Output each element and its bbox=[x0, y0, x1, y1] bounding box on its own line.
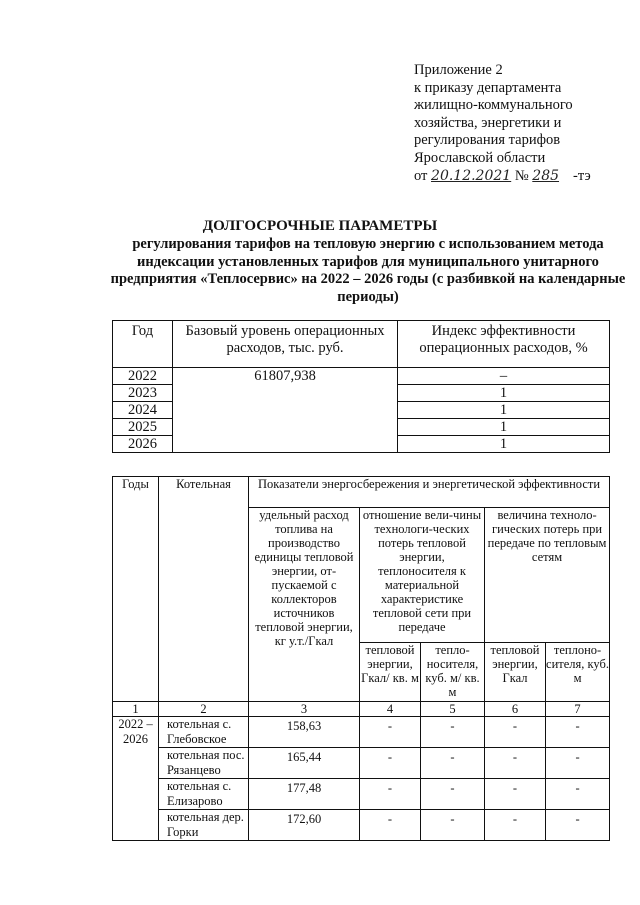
index-cell: 1 bbox=[398, 385, 610, 402]
header-loss-value: величина техноло-гических потерь при передаче по тепловым сетям bbox=[485, 508, 610, 643]
value-cell: - bbox=[421, 810, 485, 841]
boiler-name: котельная дер. Горки bbox=[159, 810, 249, 841]
appendix-line: Ярославской области bbox=[414, 149, 546, 166]
appendix-line: Приложение 2 bbox=[414, 62, 503, 78]
value-cell: - bbox=[421, 717, 485, 748]
value-cell: - bbox=[546, 779, 610, 810]
year-cell: 2025 bbox=[113, 419, 173, 436]
index-cell: 1 bbox=[398, 402, 610, 419]
value-cell: - bbox=[421, 748, 485, 779]
appendix-line: к приказу департамента bbox=[414, 79, 562, 96]
header-specific-fuel: удельный расход топлива на производство единицы тепловой энергии, от-пускаемой с коллекторов источников тепловой энергии, кг у.т./Гкал bbox=[249, 508, 360, 702]
header-loss-heat: тепловой энергии, Гкал bbox=[485, 643, 546, 702]
appendix-line: регулирования тарифов bbox=[414, 132, 561, 149]
value-cell: - bbox=[546, 748, 610, 779]
table-row bbox=[113, 717, 610, 748]
header-loss-ratio: отношение вели-чины технологи-ческих потерь тепловой энергии, теплоносителя к материальной характеристике тепловой сети при передаче bbox=[360, 508, 485, 643]
value-cell: - bbox=[546, 810, 610, 841]
column-number: 2 bbox=[159, 702, 249, 717]
fuel-value: 177,48 bbox=[249, 779, 360, 810]
year-cell: 2022 bbox=[113, 368, 173, 385]
order-suffix: -тэ bbox=[573, 167, 591, 184]
operating-expenses-table bbox=[112, 320, 610, 453]
value-cell: - bbox=[360, 717, 421, 748]
column-number: 3 bbox=[249, 702, 360, 717]
value-cell: - bbox=[360, 810, 421, 841]
document-title: ДОЛГОСРОЧНЫЕ ПАРАМЕТРЫ bbox=[202, 218, 438, 234]
column-number: 7 bbox=[546, 702, 610, 717]
order-date: 20.12.2021 bbox=[431, 167, 512, 184]
fuel-value: 165,44 bbox=[249, 748, 360, 779]
order-number: 285 bbox=[532, 167, 560, 184]
appendix-block bbox=[414, 62, 624, 185]
column-number-row bbox=[113, 702, 610, 717]
index-cell: – bbox=[398, 368, 610, 385]
appendix-line: жилищно-коммунального bbox=[414, 97, 573, 114]
value-cell: - bbox=[485, 779, 546, 810]
fuel-value: 172,60 bbox=[249, 810, 360, 841]
header-year: Год bbox=[113, 321, 173, 368]
index-cell: 1 bbox=[398, 419, 610, 436]
boiler-name: котельная пос. Рязанцево bbox=[159, 748, 249, 779]
value-cell: - bbox=[485, 810, 546, 841]
header-indicators: Показатели энергосбережения и энергетической эффективности bbox=[249, 477, 610, 508]
boiler-name: котельная с. Елизарово bbox=[159, 779, 249, 810]
document-subtitle: регулирования тарифов на тепловую энергию с использованием метода индексации установленных тарифов для муниципального унитарного предприятия «Теплосервис» на 2022 – 2026 годы (с разбивкой на календарные периоды) bbox=[110, 236, 626, 305]
value-cell: - bbox=[485, 717, 546, 748]
value-cell: - bbox=[546, 717, 610, 748]
table-header-row bbox=[113, 321, 610, 368]
header-ratio-carrier: тепло-носителя, куб. м/ кв. м bbox=[421, 643, 485, 702]
header-efficiency-index: Индекс эффективности операционных расходов, % bbox=[398, 321, 610, 368]
index-cell: 1 bbox=[398, 436, 610, 453]
column-number: 4 bbox=[360, 702, 421, 717]
period-cell: 2022 – 2026 bbox=[113, 717, 159, 841]
header-boiler: Котельная bbox=[159, 477, 249, 702]
table-row bbox=[113, 368, 610, 385]
year-cell: 2024 bbox=[113, 402, 173, 419]
base-value-cell: 61807,938 bbox=[173, 368, 398, 453]
column-number: 6 bbox=[485, 702, 546, 717]
table-row bbox=[113, 810, 610, 841]
boiler-name: котельная с. Глебовское bbox=[159, 717, 249, 748]
order-date-line bbox=[414, 168, 624, 186]
number-label: № bbox=[514, 167, 529, 184]
year-cell: 2023 bbox=[113, 385, 173, 402]
year-cell: 2026 bbox=[113, 436, 173, 453]
column-number: 5 bbox=[421, 702, 485, 717]
energy-efficiency-table bbox=[112, 476, 610, 841]
column-number: 1 bbox=[113, 702, 159, 717]
fuel-value: 158,63 bbox=[249, 717, 360, 748]
value-cell: - bbox=[360, 748, 421, 779]
table-row bbox=[113, 779, 610, 810]
table-header-row bbox=[113, 477, 610, 508]
value-cell: - bbox=[421, 779, 485, 810]
header-loss-carrier: теплоно-сителя, куб. м bbox=[546, 643, 610, 702]
appendix-line: хозяйства, энергетики и bbox=[414, 114, 562, 131]
from-label: от bbox=[414, 167, 428, 184]
table-row bbox=[113, 748, 610, 779]
header-years: Годы bbox=[113, 477, 159, 702]
header-base-level: Базовый уровень операционных расходов, тыс. руб. bbox=[173, 321, 398, 368]
value-cell: - bbox=[485, 748, 546, 779]
value-cell: - bbox=[360, 779, 421, 810]
header-ratio-heat: тепловой энергии, Гкал/ кв. м bbox=[360, 643, 421, 702]
